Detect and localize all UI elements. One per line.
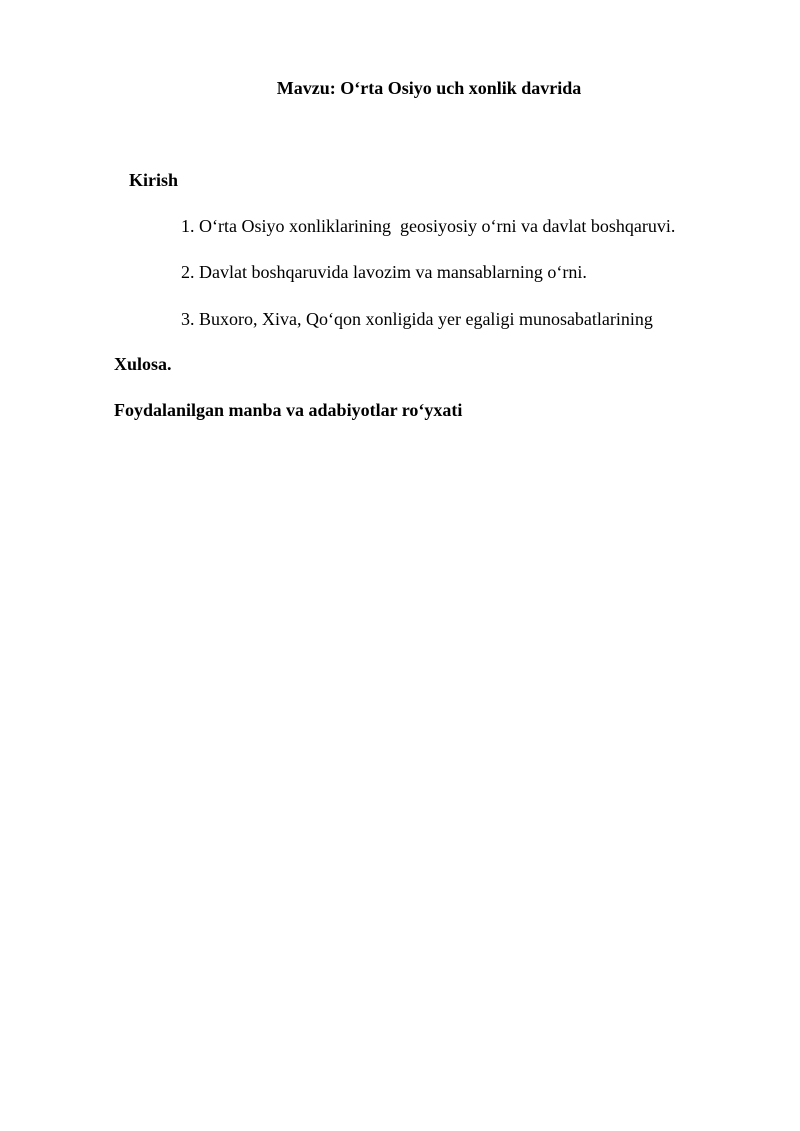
list-item: 1. O‘rta Osiyo xonliklarining geosiyosiy o‘rni va davlat boshqaruvi. <box>181 216 676 236</box>
document-title: Mavzu: O‘rta Osiyo uch xonlik davrida <box>276 78 582 98</box>
section-heading-intro: Kirish <box>129 170 179 190</box>
section-heading-references: Foydalanilgan manba va adabiyotlar ro‘yxati <box>114 400 463 420</box>
section-heading-conclusion: Xulosa. <box>114 354 172 374</box>
list-item: 2. Davlat boshqaruvida lavozim va mansablarning o‘rni. <box>181 262 587 282</box>
list-item: 3. Buxoro, Xiva, Qo‘qon xonligida yer egaligi munosabatlarining <box>181 309 653 329</box>
